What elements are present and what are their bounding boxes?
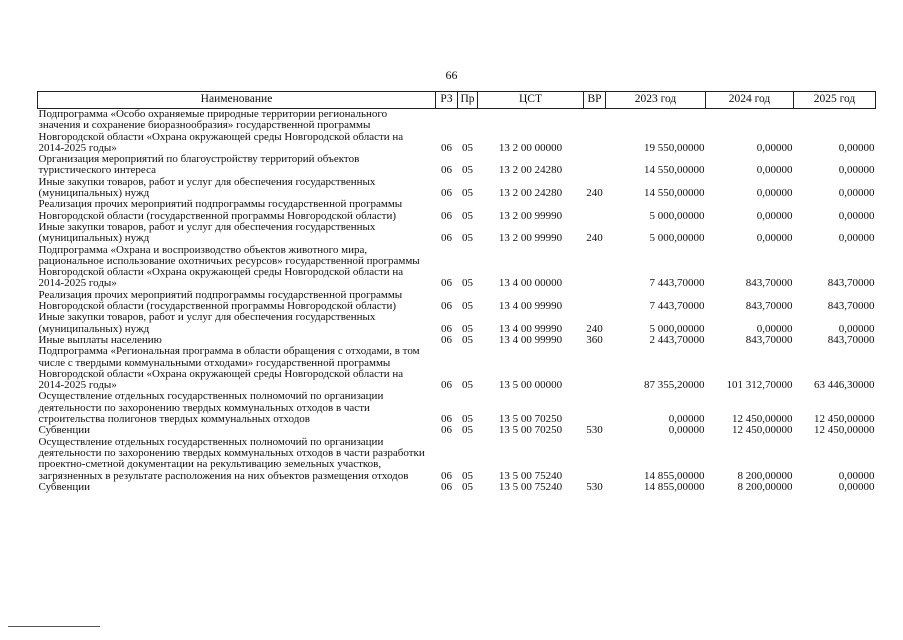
cell-vr [584,391,606,425]
cell-pr: 05 [462,232,473,245]
cell-2023: 5 000,00000 [649,322,705,335]
cell-cst: 13 2 00 24280 [498,187,563,200]
cell-2025: 0,00000 [838,141,875,154]
cell-2023: 0,00000 [668,424,705,437]
cell-2023: 7 443,70000 [649,277,705,290]
header-pr: Пр [458,92,478,109]
cell-name: Иные закупки товаров, работ и услуг для обеспечения государственных (муниципальных) нужд [38,311,376,335]
table-row [38,199,876,222]
cell-cst: 13 2 00 24280 [498,164,563,177]
cell-pr: 05 [462,413,473,426]
cell-pr: 05 [462,379,473,392]
cell-name: Подпрограмма «Региональная программа в области обращения с отходами, в том числе с твердыми коммунальными отходами» государственной программы Новгородской области «Охрана окружающей среды Новгородской области на 2014-2025 годы» [38,345,420,392]
cell-rz: 06 [441,209,452,222]
header-cst: ЦСТ [478,92,584,109]
table-body [38,109,876,494]
cell-2023: 5 000,00000 [649,209,705,222]
cell-2025: 0,00000 [838,480,875,493]
table-row [38,482,876,493]
cell-pr: 05 [462,424,473,437]
cell-2024: 8 200,00000 [737,480,793,493]
cell-vr [584,290,606,313]
cell-2024: 12 450,00000 [732,413,793,426]
cell-cst: 13 4 00 99990 [498,322,563,335]
cell-name: Подпрограмма «Охрана и воспроизводство объектов животного мира, рациональное использование охотничьих ресурсов» государственной программы Новгородской области «Охрана окружающей среды Новгородской области на 2014-2025 годы» [38,243,420,290]
cell-pr: 05 [462,209,473,222]
cell-pr: 05 [462,187,473,200]
cell-pr: 05 [462,300,473,313]
cell-name: Реализация прочих мероприятий подпрограммы государственной программы Новгородской области (государственной программы Новгородской области) [38,198,403,222]
cell-cst: 13 2 00 00000 [498,141,563,154]
table-row [38,177,876,200]
table-row [38,425,876,436]
cell-rz: 06 [441,424,452,437]
cell-vr: 530 [586,480,603,493]
cell-name: Осуществление отдельных государственных полномочий по организации деятельности по захоронению твердых коммунальных отходов в части строительства полигонов твердых коммунальных отходов [38,390,384,426]
cell-name: Реализация прочих мероприятий подпрограммы государственной программы Новгородской области (государственной программы Новгородской области) [38,288,403,313]
table-row [38,154,876,177]
table-row [38,290,876,313]
cell-cst: 13 5 00 70250 [498,413,563,426]
cell-pr: 05 [462,277,473,290]
cell-cst: 13 5 00 75240 [498,469,563,482]
cell-rz: 06 [441,187,452,200]
cell-name: Подпрограмма «Особо охраняемые природные территории регионального значения и сохранение биоразнообразия» государственной программы Новгородской области «Охрана окружающей среды Новгородской области на 2014-2025 годы» [38,108,404,154]
cell-rz: 06 [441,469,452,482]
cell-rz: 06 [441,277,452,290]
cell-2023: 5 000,00000 [649,232,705,245]
table-row [38,437,876,482]
table-row [38,222,876,245]
cell-name: Субвенции [38,424,91,437]
cell-2023: 0,00000 [668,413,705,426]
cell-2024: 843,70000 [745,277,793,290]
cell-2024: 843,70000 [745,333,793,346]
cell-rz: 06 [441,322,452,335]
cell-2024: 0,00000 [756,232,793,245]
cell-2025: 63 446,30000 [814,379,875,392]
cell-2024: 0,00000 [756,209,793,222]
cell-vr: 240 [586,232,603,245]
cell-name: Организация мероприятий по благоустройству территорий объектов туристического интереса [38,153,360,177]
cell-2023: 7 443,70000 [649,300,705,313]
header-2023: 2023 год [606,92,706,109]
cell-rz: 06 [441,164,452,177]
cell-2025: 843,70000 [827,300,875,313]
cell-vr [584,154,606,177]
table-row [38,346,876,391]
table-row [38,109,876,155]
cell-vr: 530 [586,424,603,437]
cell-rz: 06 [441,379,452,392]
cell-vr: 360 [586,333,603,346]
cell-pr: 05 [462,164,473,177]
cell-pr: 05 [462,322,473,335]
cell-2024: 0,00000 [756,164,793,177]
cell-2025: 12 450,00000 [814,424,875,437]
table-header [38,92,876,109]
cell-name: Субвенции [38,480,91,493]
footnote-rule [8,626,100,627]
cell-name: Иные закупки товаров, работ и услуг для обеспечения государственных (муниципальных) нужд [38,220,376,245]
cell-2025: 0,00000 [838,469,875,482]
cell-name: Иные закупки товаров, работ и услуг для обеспечения государственных (муниципальных) нужд [38,175,376,200]
table-row [38,391,876,425]
cell-vr [584,109,606,155]
cell-2024: 0,00000 [756,322,793,335]
cell-2025: 0,00000 [838,322,875,335]
cell-2025: 0,00000 [838,209,875,222]
cell-2025: 0,00000 [838,187,875,200]
header-vr: ВР [584,92,606,109]
cell-rz: 06 [441,413,452,426]
cell-2024: 8 200,00000 [737,469,793,482]
cell-cst: 13 2 00 99990 [498,232,563,245]
cell-cst: 13 5 00 00000 [498,379,563,392]
cell-pr: 05 [462,141,473,154]
cell-2025: 0,00000 [838,232,875,245]
cell-pr: 05 [462,469,473,482]
cell-pr: 05 [462,480,473,493]
cell-2023: 14 855,00000 [644,469,705,482]
cell-cst: 13 4 00 00000 [498,277,563,290]
cell-name: Осуществление отдельных государственных полномочий по организации деятельности по захоронению твердых коммунальных отходов в части разработки проектно-сметной документации на рекультивацию земельных участков, загрязненных в результате расположения на них объектов размещения отходов [38,435,425,482]
cell-2023: 14 550,00000 [644,187,705,200]
cell-2023: 87 355,20000 [644,379,705,392]
table-row [38,245,876,290]
cell-rz: 06 [441,300,452,313]
header-2025: 2025 год [794,92,876,109]
cell-2023: 14 855,00000 [644,480,705,493]
cell-vr [584,437,606,482]
cell-vr [584,199,606,222]
cell-2024: 12 450,00000 [732,424,793,437]
cell-2024: 0,00000 [756,187,793,200]
cell-vr [584,346,606,391]
page-number: 66 [445,68,458,82]
cell-rz: 06 [441,333,452,346]
cell-rz: 06 [441,480,452,493]
cell-name: Иные выплаты населению [38,333,162,346]
cell-cst: 13 5 00 75240 [498,480,563,493]
cell-vr: 240 [586,187,603,200]
cell-vr: 240 [586,322,603,335]
cell-2025: 0,00000 [838,164,875,177]
cell-cst: 13 5 00 70250 [498,424,563,437]
header-2024: 2024 год [706,92,794,109]
cell-2025: 12 450,00000 [814,413,875,426]
cell-cst: 13 4 00 99990 [498,333,563,346]
cell-rz: 06 [441,141,452,154]
cell-2025: 843,70000 [827,333,875,346]
cell-2024: 0,00000 [756,141,793,154]
header-name: Наименование [38,92,436,109]
cell-cst: 13 2 00 99990 [498,209,563,222]
cell-2025: 843,70000 [827,277,875,290]
header-rz: РЗ [436,92,458,109]
cell-2024: 843,70000 [745,300,793,313]
cell-cst: 13 4 00 99990 [498,300,563,313]
cell-vr [584,245,606,290]
table-row [38,312,876,335]
cell-2023: 19 550,00000 [644,141,705,154]
cell-pr: 05 [462,333,473,346]
cell-rz: 06 [441,232,452,245]
cell-2024: 101 312,70000 [726,379,793,392]
budget-table [37,91,876,493]
cell-2023: 14 550,00000 [644,164,705,177]
cell-2023: 2 443,70000 [649,333,705,346]
